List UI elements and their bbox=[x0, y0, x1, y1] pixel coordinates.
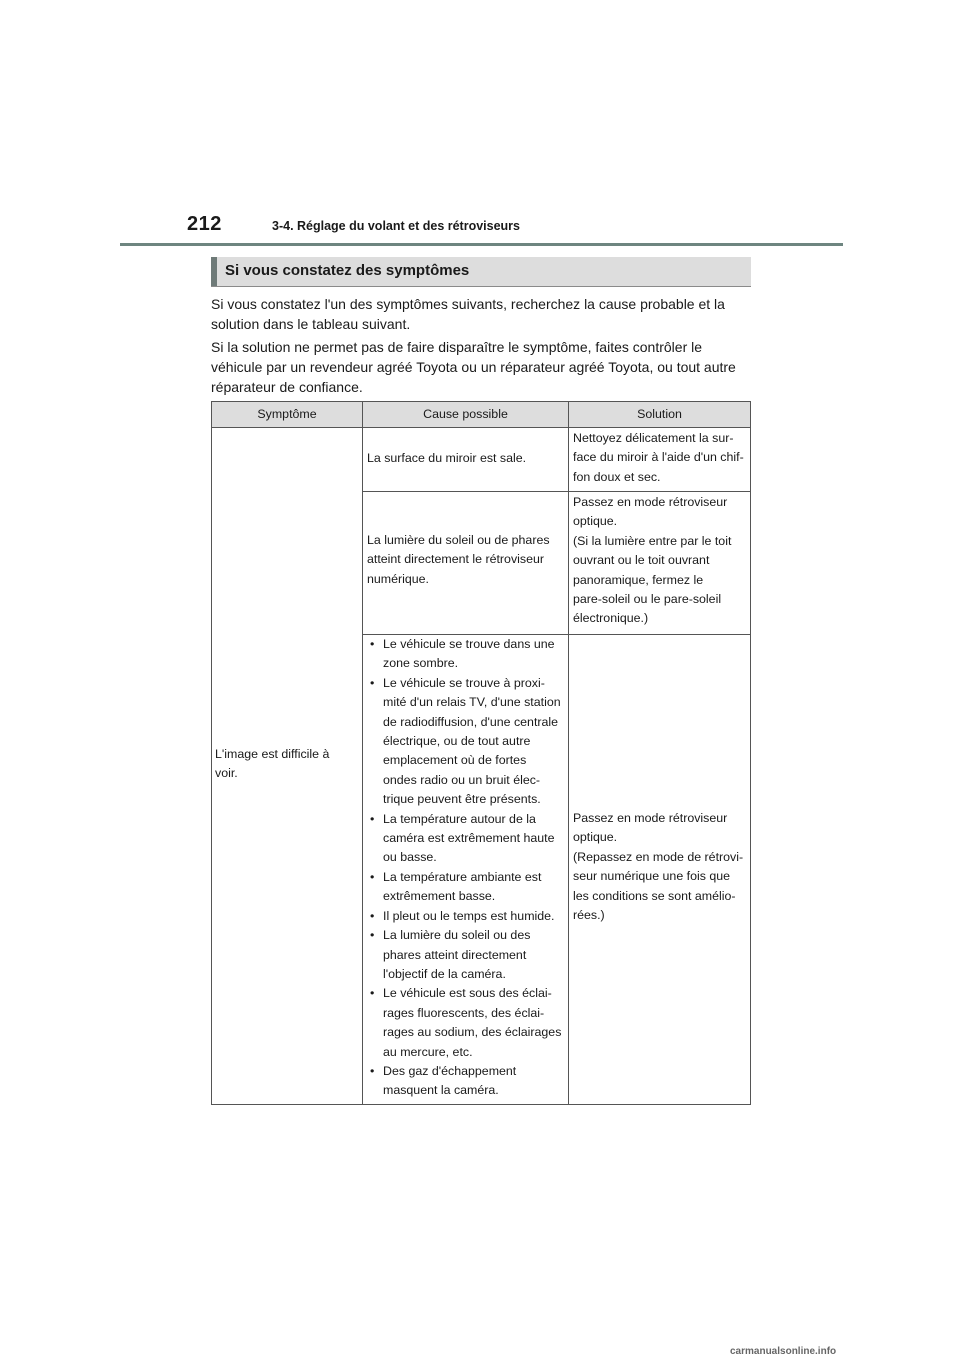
solution-line: optique. bbox=[573, 830, 618, 845]
solution-line: fon doux et sec. bbox=[573, 469, 661, 484]
list-item: • La température ambiante est extrêmement basse. bbox=[367, 868, 567, 907]
page-number: 212 bbox=[187, 213, 222, 235]
list-item: • Le véhicule se trouve à proxi- mité d'un relais TV, d'une station de radiodiffusion, d'une centrale électrique, ou de tout autre emplacement où de fortes ondes radio ou un bruit élec- trique peuvent être présents. bbox=[367, 674, 567, 810]
cause-cell-3 bbox=[367, 635, 567, 1101]
heading-accent-bar bbox=[211, 257, 217, 286]
solution-line: Nettoyez délicatement la sur- bbox=[573, 431, 734, 445]
cause-line: La lumière du soleil ou de phares bbox=[367, 533, 550, 547]
cause-line: La surface du miroir est sale. bbox=[367, 451, 527, 465]
list-item: • Le véhicule est sous des éclai- rages fluorescents, des éclai- rages au sodium, des éclairages au mercure, etc. bbox=[367, 984, 567, 1062]
cause-line: atteint directement le rétroviseur bbox=[367, 552, 544, 567]
solution-line: (Si la lumière entre par le toit bbox=[573, 533, 732, 548]
solution-line: seur numérique une fois que bbox=[573, 869, 731, 884]
list-item: • La température autour de la caméra est extrêmement haute ou basse. bbox=[367, 810, 567, 868]
solution-line: Passez en mode rétroviseur bbox=[573, 495, 728, 509]
section-heading bbox=[211, 257, 751, 287]
solution-line: face du miroir à l'aide d'un chif- bbox=[573, 450, 744, 465]
list-item: • Des gaz d'échappement masquent la caméra. bbox=[367, 1062, 567, 1101]
solution-line: Passez en mode rétroviseur bbox=[573, 811, 728, 825]
symptom-line: L'image est difficile à bbox=[215, 747, 330, 761]
solution-line: rées.) bbox=[573, 908, 605, 923]
intro-paragraph-1: Si vous constatez l'un des symptômes suivants, recherchez la cause probable et la solution dans le tableau suivant. bbox=[211, 296, 725, 332]
cause-cell-2 bbox=[367, 531, 565, 589]
symptom-line: voir. bbox=[215, 766, 238, 781]
cause-cell-1 bbox=[367, 449, 565, 468]
section-header: 3-4. Réglage du volant et des rétroviseurs bbox=[272, 219, 520, 233]
table-header-solution: Solution bbox=[569, 402, 750, 428]
solution-line: pare-soleil ou le pare-soleil bbox=[573, 592, 722, 607]
solution-line: électronique.) bbox=[573, 611, 649, 626]
list-item: • Il pleut ou le temps est humide. bbox=[367, 907, 567, 926]
watermark-footer: carmanualsonline.info bbox=[730, 1346, 837, 1357]
table-divider bbox=[362, 402, 363, 1104]
solution-cell-1 bbox=[573, 429, 751, 487]
table-divider bbox=[568, 402, 569, 1104]
table-header-cause: Cause possible bbox=[363, 402, 568, 428]
solution-cell-2 bbox=[573, 493, 751, 629]
cause-bullet-list bbox=[367, 635, 567, 1101]
list-item: • Le véhicule se trouve dans une zone sombre. bbox=[367, 635, 567, 674]
symptom-cell bbox=[215, 745, 360, 784]
solution-line: panoramique, fermez le bbox=[573, 572, 704, 587]
solution-line: ouvrant ou le toit ouvrant bbox=[573, 553, 710, 568]
solution-line: optique. bbox=[573, 514, 618, 529]
table-header-symptom: Symptôme bbox=[212, 402, 362, 428]
solution-line: (Repassez en mode de rétrovi- bbox=[573, 849, 744, 864]
intro-paragraph-2: Si la solution ne permet pas de faire disparaître le symptôme, faites contrôler le véhicule par un revendeur agréé Toyota ou un réparateur agréé Toyota, ou tout autre réparateur de confiance. bbox=[211, 339, 736, 395]
solution-cell-3 bbox=[573, 809, 751, 925]
cause-line: numérique. bbox=[367, 571, 429, 586]
solution-line: les conditions se sont amélio- bbox=[573, 888, 736, 903]
symptom-table bbox=[211, 401, 751, 1105]
table-row-divider bbox=[363, 491, 751, 492]
header-rule bbox=[120, 243, 843, 246]
heading-text: Si vous constatez des symptômes bbox=[225, 262, 470, 279]
list-item: • La lumière du soleil ou des phares atteint directement l'objectif de la caméra. bbox=[367, 926, 567, 984]
